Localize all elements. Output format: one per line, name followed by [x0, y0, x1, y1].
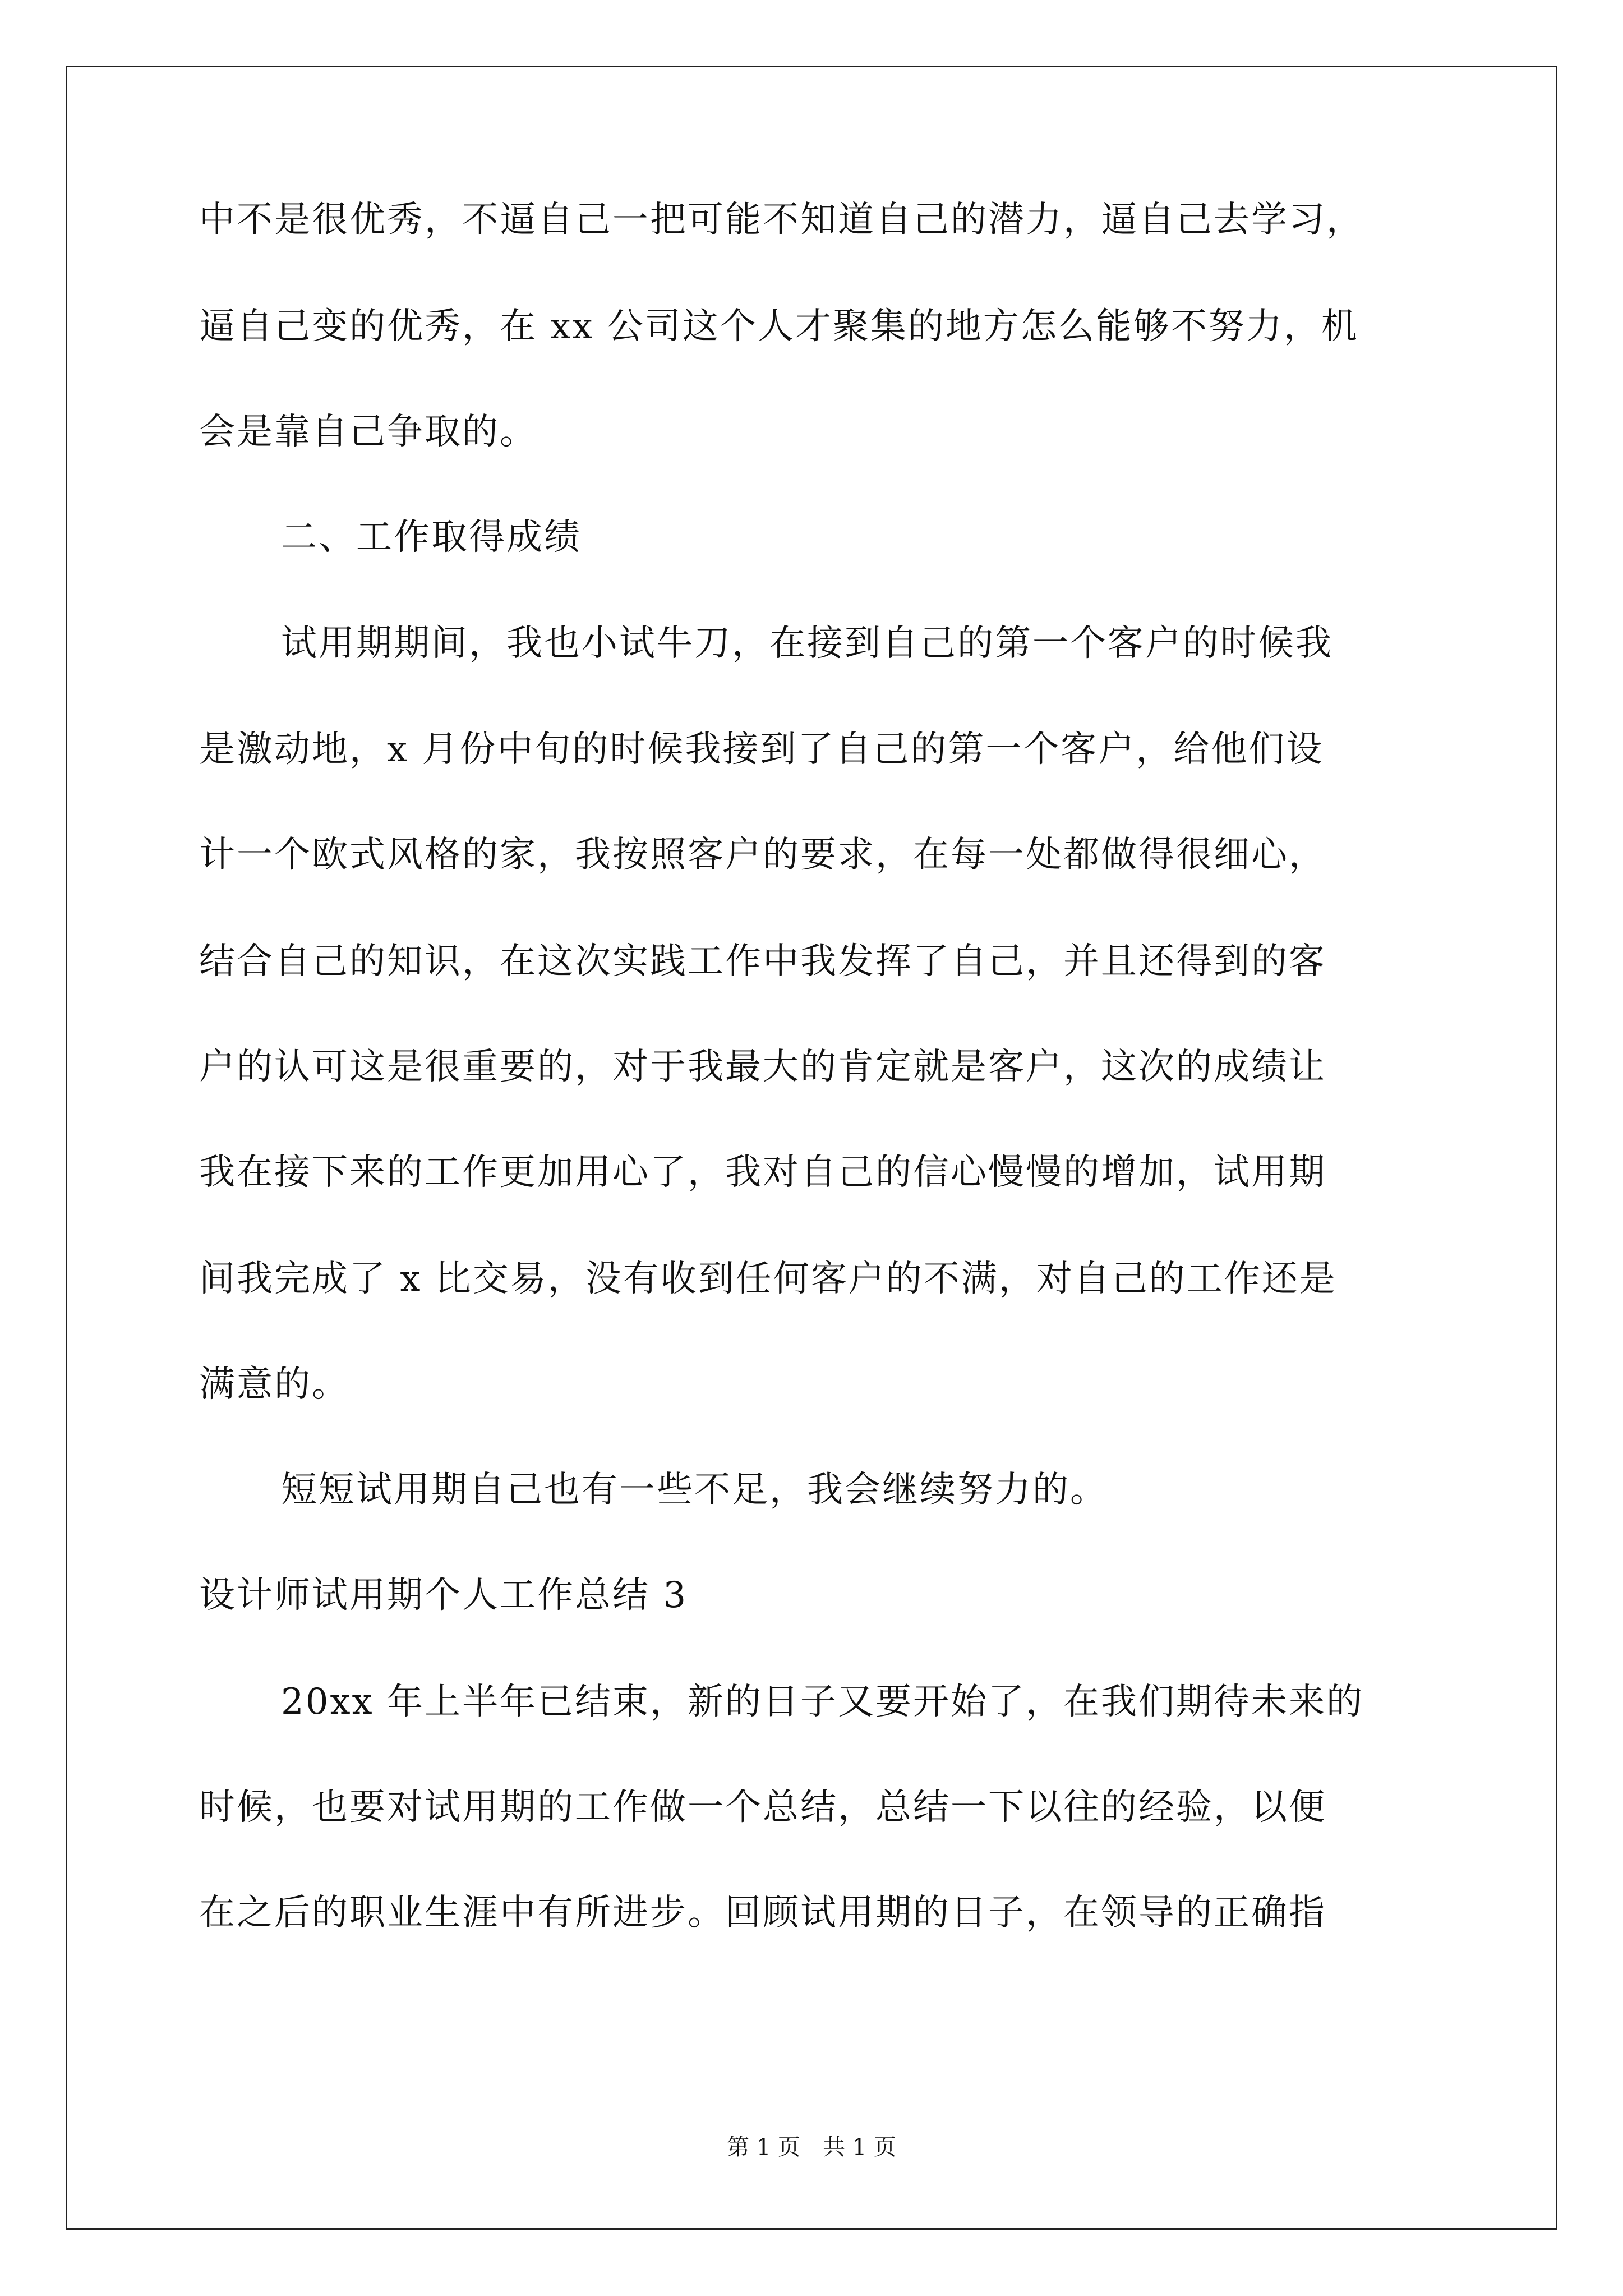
- text-line: 中不是很优秀，不逼自己一把可能不知道自己的潜力，逼自己去学习，: [199, 199, 1364, 241]
- text-line: 我在接下来的工作更加用心了，我对自己的信心慢慢的增加，试用期: [199, 1152, 1326, 1193]
- text-line: 是激动地，x 月份中旬的时候我接到了自己的第一个客户，给他们设: [199, 729, 1324, 770]
- text-line: 结合自己的知识，在这次实践工作中我发挥了自己，并且还得到的客: [199, 941, 1326, 982]
- text-line: 20xx 年上半年已结束，新的日子又要开始了，在我们期待未来的: [281, 1681, 1364, 1723]
- text-line: 户的认可这是很重要的，对于我最大的肯定就是客户，这次的成绩让: [199, 1046, 1326, 1088]
- text-line: 计一个欧式风格的家，我按照客户的要求，在每一处都做得很细心，: [199, 834, 1326, 876]
- text-line: 时候，也要对试用期的工作做一个总结，总结一下以往的经验，以便: [199, 1787, 1326, 1828]
- page-footer: 第 1 页 共 1 页: [727, 2134, 896, 2160]
- document-title: 设计师试用期个人工作总结 3: [199, 1575, 688, 1616]
- text-line: 间我完成了 x 比交易，没有收到任何客户的不满，对自己的工作还是: [199, 1258, 1337, 1300]
- text-line: 逼自己变的优秀，在 xx 公司这个人才聚集的地方怎么能够不努力，机: [199, 306, 1359, 347]
- text-line: 满意的。: [199, 1364, 349, 1405]
- text-line: 试用期期间，我也小试牛刀，在接到自己的第一个客户的时候我: [281, 623, 1333, 664]
- text-line: 在之后的职业生涯中有所进步。回顾试用期的日子，在领导的正确指: [199, 1892, 1326, 1934]
- text-line: 短短试用期自己也有一些不足，我会继续努力的。: [281, 1469, 1108, 1511]
- section-heading: 二、工作取得成绩: [281, 517, 582, 558]
- text-line: 会是靠自己争取的。: [199, 411, 537, 453]
